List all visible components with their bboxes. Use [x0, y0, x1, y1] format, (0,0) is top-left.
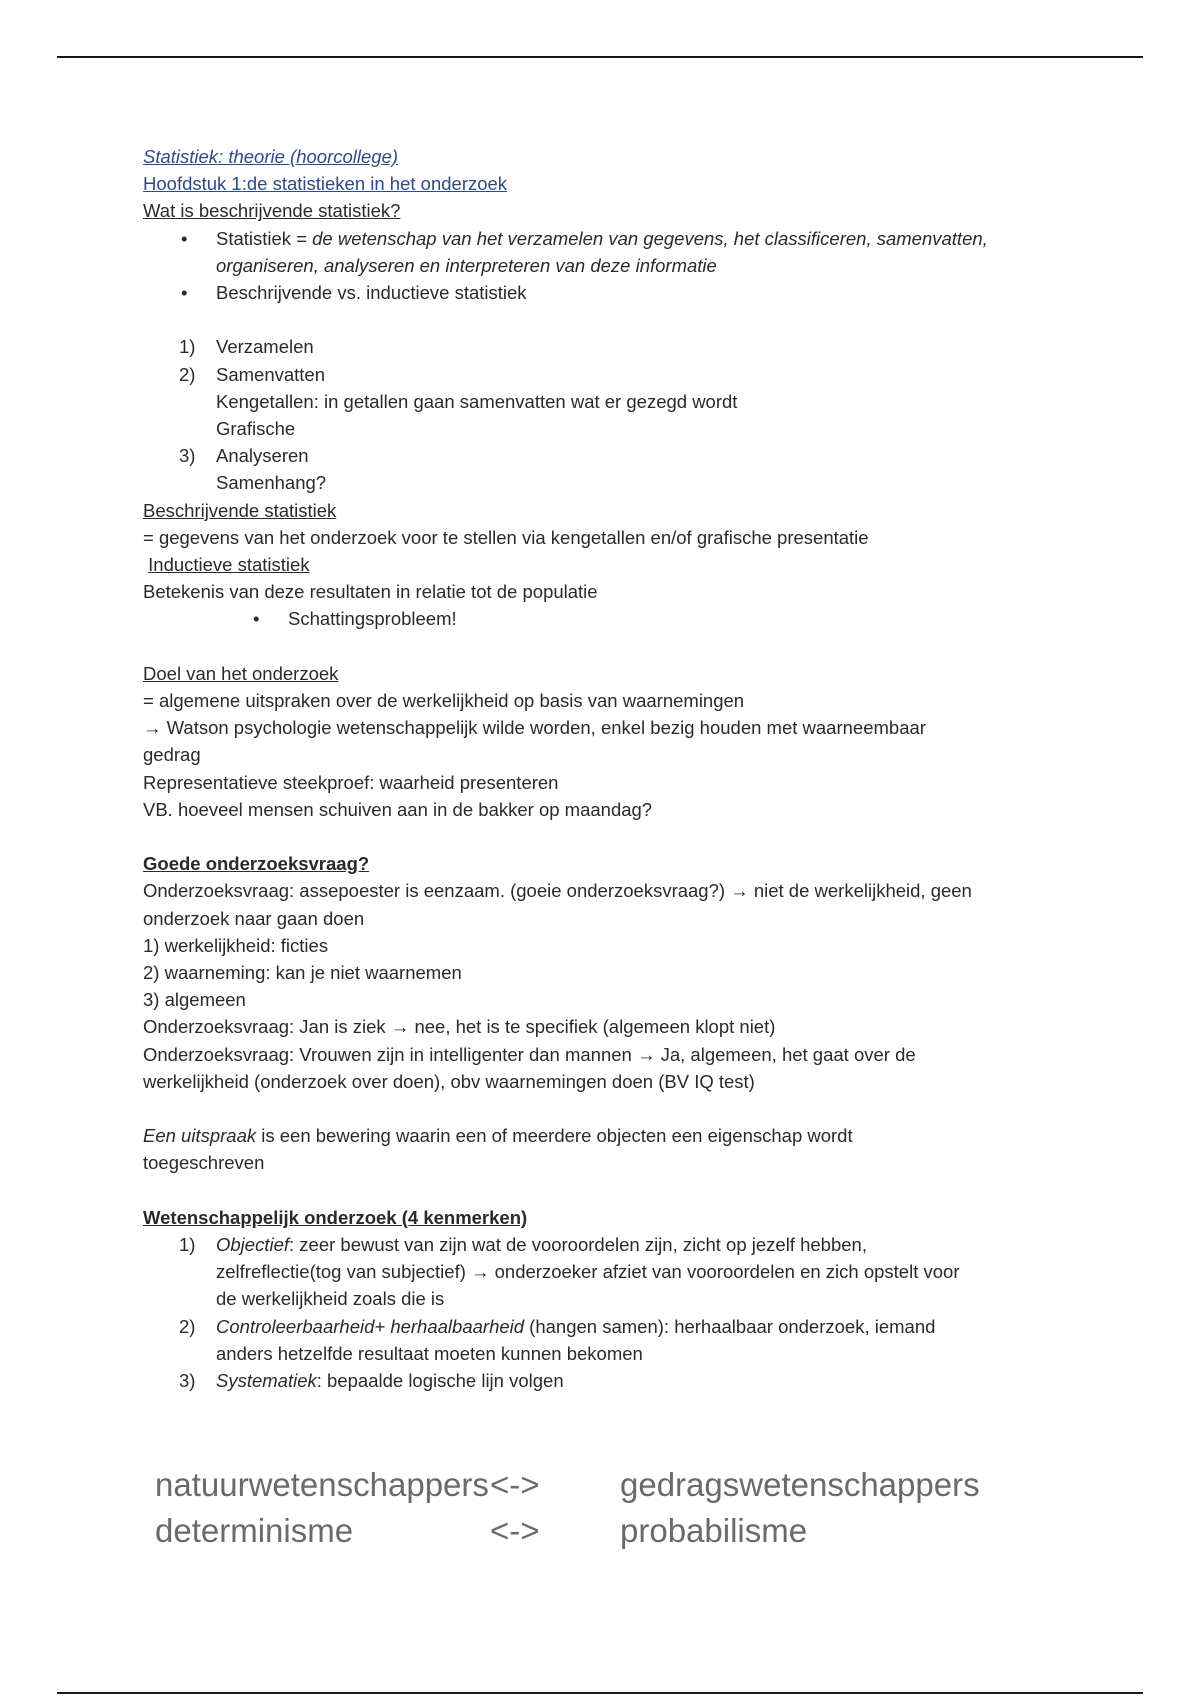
numbered-continuation: Kengetallen: in getallen gaan samenvatten wat er gezegd wordt: [216, 390, 738, 412]
paragraph-line: 2) waarneming: kan je niet waarnemen: [143, 962, 462, 984]
numbered-item: 2) Samenvatten: [179, 363, 326, 385]
paragraph-line: werkelijkheid (onderzoek over doen), obv waarnemingen doen (BV IQ test): [143, 1070, 755, 1092]
bullet-item: • Statistiek = de wetenschap van het verzamelen van gegevens, het classificeren, samenvatten,: [143, 225, 1063, 252]
numbered-item: 1) Verzamelen: [179, 336, 314, 358]
paragraph-line: Onderzoeksvraag: Jan is ziek → nee, het is te specifiek (algemeen klopt niet): [143, 1016, 776, 1038]
comparison-right: probabilisme: [620, 1512, 808, 1549]
paragraph-line: toegeschreven: [143, 1152, 265, 1174]
numbered-item: 3) Systematiek: bepaalde logische lijn volgen: [179, 1370, 564, 1392]
paragraph-line: VB. hoeveel mensen schuiven aan in de bakker op maandag?: [143, 798, 653, 820]
numbered-continuation: de werkelijkheid zoals die is: [216, 1288, 445, 1310]
comparison-arrow: <->: [490, 1512, 540, 1549]
numbered-continuation: Samenhang?: [216, 472, 327, 494]
section-heading: Doel van het onderzoek: [143, 662, 339, 684]
paragraph-line: = gegevens van het onderzoek voor te stellen via kengetallen en/of grafische presentatie: [143, 526, 869, 548]
section-heading: Wat is beschrijvende statistiek?: [143, 200, 401, 222]
paragraph-line: 1) werkelijkheid: ficties: [143, 934, 329, 956]
top-rule: [57, 56, 1143, 58]
paragraph-line: 3) algemeen: [143, 989, 246, 1011]
paragraph-line: Onderzoeksvraag: assepoester is eenzaam. (goeie onderzoeksvraag?) → niet de werkelijkheid, geen: [143, 880, 972, 902]
numbered-item: 3) Analyseren: [179, 445, 309, 467]
comparison-left: natuurwetenschappers: [155, 1466, 489, 1503]
document-body: [143, 143, 1063, 1394]
paragraph-line: = algemene uitspraken over de werkelijkheid op basis van waarnemingen: [143, 690, 745, 712]
chapter-title: Hoofdstuk 1:de statistieken in het onderzoek: [143, 173, 508, 195]
paragraph-line: → Watson psychologie wetenschappelijk wilde worden, enkel bezig houden met waarneembaar: [143, 717, 926, 739]
comparison-left: determinisme: [155, 1512, 354, 1549]
numbered-item: 1) Objectief: zeer bewust van zijn wat de vooroordelen zijn, zicht op jezelf hebben,: [179, 1234, 867, 1256]
paragraph-line: gedrag: [143, 744, 201, 766]
paragraph-line: Een uitspraak is een bewering waarin een of meerdere objecten een eigenschap wordt: [143, 1125, 853, 1147]
numbered-continuation: Grafische: [216, 418, 296, 440]
bullet-item: • Schattingsprobleem!: [143, 605, 1063, 632]
numbered-continuation: anders hetzelfde resultaat moeten kunnen bekomen: [216, 1342, 643, 1364]
paragraph-line: Betekenis van deze resultaten in relatie tot de populatie: [143, 581, 598, 603]
section-heading: Beschrijvende statistiek: [143, 499, 337, 521]
section-heading: Wetenschappelijk onderzoek (4 kenmerken): [143, 1206, 528, 1228]
bottom-rule: [57, 1692, 1143, 1694]
section-heading: Inductieve statistiek: [148, 554, 310, 576]
numbered-item: 2) Controleerbaarheid+ herhaalbaarheid (hangen samen): herhaalbaar onderzoek, iemand: [179, 1315, 936, 1337]
bullet-item: • Beschrijvende vs. inductieve statistiek: [143, 279, 1063, 306]
bullet-continuation: organiseren, analyseren en interpreteren van deze informatie: [216, 254, 717, 276]
paragraph-line: onderzoek naar gaan doen: [143, 907, 365, 929]
paragraph-line: Representatieve steekproef: waarheid presenteren: [143, 771, 559, 793]
paragraph-line: Onderzoeksvraag: Vrouwen zijn in intelligenter dan mannen → Ja, algemeen, het gaat over de: [143, 1043, 916, 1065]
section-heading: Goede onderzoeksvraag?: [143, 853, 370, 875]
numbered-continuation: zelfreflectie(tog van subjectief) → onderzoeker afziet van vooroordelen en zich opstelt voor: [216, 1261, 960, 1283]
comparison-arrow: <->: [490, 1466, 540, 1503]
course-title: Statistiek: theorie (hoorcollege): [143, 146, 399, 167]
comparison-right: gedragswetenschappers: [620, 1466, 980, 1503]
